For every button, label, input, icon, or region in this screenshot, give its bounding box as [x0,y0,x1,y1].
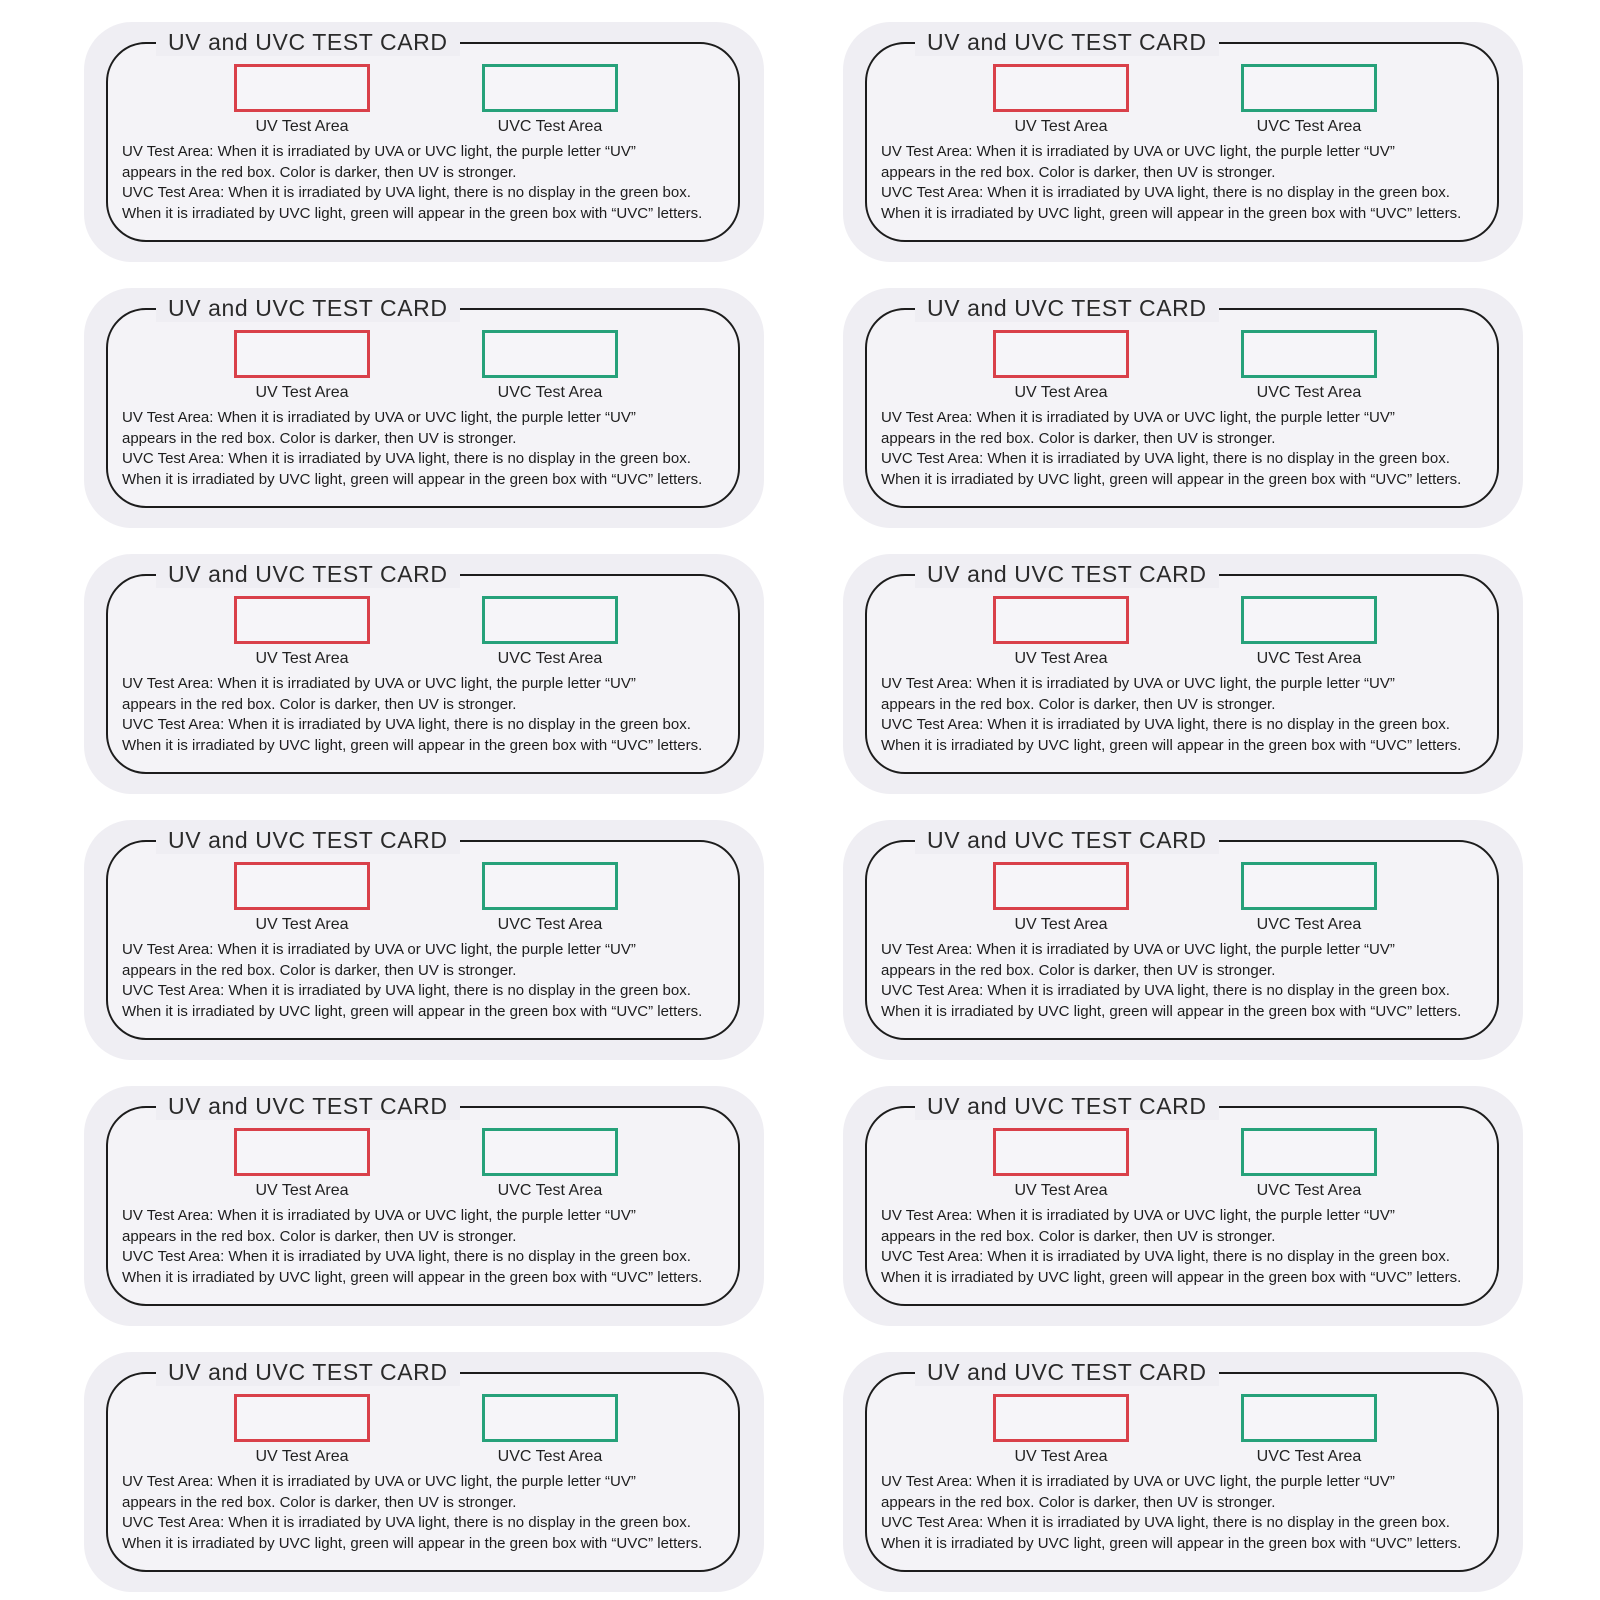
card-title: UV and UVC TEST CARD [156,1358,460,1386]
uvc-test-label: UVC Test Area [497,650,603,667]
card-title: UV and UVC TEST CARD [156,826,460,854]
description-line-2: appears in the red box. Color is darker, then UV is stronger. [122,695,517,713]
uvc-test-label: UVC Test Area [497,118,603,135]
uv-test-label: UV Test Area [1014,118,1108,135]
card-description [881,1472,1493,1554]
card-border [106,561,740,774]
description-line-2: appears in the red box. Color is darker, then UV is stronger. [881,961,1276,979]
card-border [865,827,1499,1040]
uvc-test-label: UVC Test Area [1256,916,1362,933]
uv-test-box [993,1394,1129,1442]
description-line-3: UVC Test Area: When it is irradiated by UVA light, there is no display in the green box. [881,982,1450,999]
description-line-4: When it is irradiated by UVC light, green will appear in the green box with “UVC” letters. [122,470,703,488]
card-border [106,29,740,242]
uv-test-card-r6-c2 [843,1352,1523,1592]
card-description [881,940,1493,1022]
card-border [106,827,740,1040]
description-line-3: UVC Test Area: When it is irradiated by UVA light, there is no display in the green box. [122,184,691,201]
uv-test-box [234,64,370,112]
uvc-test-box [482,1128,618,1176]
card-title: UV and UVC TEST CARD [915,28,1219,56]
uv-test-label: UV Test Area [255,118,349,135]
uv-test-card-r2-c2 [843,288,1523,528]
description-line-4: When it is irradiated by UVC light, green will appear in the green box with “UVC” letters. [122,1534,703,1552]
card-description [122,1472,734,1554]
uvc-test-box [482,330,618,378]
uv-test-box [993,64,1129,112]
card-title: UV and UVC TEST CARD [915,294,1219,322]
uv-test-box [993,330,1129,378]
uv-test-box [993,862,1129,910]
uvc-test-box [1241,596,1377,644]
uvc-test-label: UVC Test Area [1256,1182,1362,1199]
description-line-1: UV Test Area: When it is irradiated by UVA or UVC light, the purple letter “UV” [881,1207,1395,1224]
uvc-test-label: UVC Test Area [497,384,603,401]
description-line-4: When it is irradiated by UVC light, green will appear in the green box with “UVC” letters. [881,1268,1462,1286]
uvc-test-box [1241,862,1377,910]
uvc-test-box [1241,64,1377,112]
description-line-1: UV Test Area: When it is irradiated by UVA or UVC light, the purple letter “UV” [881,143,1395,160]
uv-test-label: UV Test Area [1014,650,1108,667]
card-description [122,408,734,490]
uvc-test-box [1241,1128,1377,1176]
uv-test-card-r2-c1 [84,288,764,528]
uv-test-label: UV Test Area [1014,916,1108,933]
uv-test-label: UV Test Area [255,650,349,667]
uv-test-card-r5-c1 [84,1086,764,1326]
uv-test-card-r3-c2 [843,554,1523,794]
card-description [881,408,1493,490]
card-title: UV and UVC TEST CARD [915,560,1219,588]
card-title: UV and UVC TEST CARD [915,1092,1219,1120]
description-line-1: UV Test Area: When it is irradiated by UVA or UVC light, the purple letter “UV” [122,1207,636,1224]
description-line-4: When it is irradiated by UVC light, green will appear in the green box with “UVC” letters. [122,1002,703,1020]
description-line-2: appears in the red box. Color is darker, then UV is stronger. [122,429,517,447]
card-border [865,29,1499,242]
card-description [122,1206,734,1288]
description-line-2: appears in the red box. Color is darker, then UV is stronger. [122,1227,517,1245]
uv-test-label: UV Test Area [255,916,349,933]
description-line-4: When it is irradiated by UVC light, green will appear in the green box with “UVC” letters. [881,1534,1462,1552]
uv-test-card-r1-c2 [843,22,1523,262]
card-border [106,295,740,508]
card-border [865,1093,1499,1306]
description-line-2: appears in the red box. Color is darker, then UV is stronger. [881,429,1276,447]
description-line-1: UV Test Area: When it is irradiated by UVA or UVC light, the purple letter “UV” [122,143,636,160]
uvc-test-box [1241,330,1377,378]
uv-test-card-r6-c1 [84,1352,764,1592]
uv-test-box [993,1128,1129,1176]
uv-test-label: UV Test Area [255,1182,349,1199]
card-title: UV and UVC TEST CARD [915,1358,1219,1386]
card-border [865,1359,1499,1572]
uv-test-label: UV Test Area [1014,1182,1108,1199]
uv-test-box [234,596,370,644]
description-line-3: UVC Test Area: When it is irradiated by UVA light, there is no display in the green box. [122,716,691,733]
card-border [865,561,1499,774]
description-line-2: appears in the red box. Color is darker, then UV is stronger. [122,163,517,181]
description-line-2: appears in the red box. Color is darker, then UV is stronger. [122,1493,517,1511]
card-title: UV and UVC TEST CARD [156,560,460,588]
description-line-3: UVC Test Area: When it is irradiated by UVA light, there is no display in the green box. [881,716,1450,733]
uvc-test-label: UVC Test Area [1256,384,1362,401]
uv-test-label: UV Test Area [255,384,349,401]
description-line-4: When it is irradiated by UVC light, green will appear in the green box with “UVC” letters. [881,736,1462,754]
uv-test-card-r5-c2 [843,1086,1523,1326]
uv-test-card-r4-c1 [84,820,764,1060]
card-border [106,1093,740,1306]
description-line-1: UV Test Area: When it is irradiated by UVA or UVC light, the purple letter “UV” [881,675,1395,692]
uvc-test-box [482,596,618,644]
description-line-3: UVC Test Area: When it is irradiated by UVA light, there is no display in the green box. [881,1248,1450,1265]
description-line-3: UVC Test Area: When it is irradiated by UVA light, there is no display in the green box. [122,1248,691,1265]
uv-test-box [993,596,1129,644]
uvc-test-label: UVC Test Area [497,916,603,933]
uv-test-card-r4-c2 [843,820,1523,1060]
description-line-4: When it is irradiated by UVC light, green will appear in the green box with “UVC” letters. [881,470,1462,488]
description-line-3: UVC Test Area: When it is irradiated by UVA light, there is no display in the green box. [122,450,691,467]
uvc-test-box [482,64,618,112]
uvc-test-label: UVC Test Area [1256,1448,1362,1465]
card-description [881,1206,1493,1288]
description-line-3: UVC Test Area: When it is irradiated by UVA light, there is no display in the green box. [881,184,1450,201]
description-line-2: appears in the red box. Color is darker, then UV is stronger. [122,961,517,979]
uv-test-box [234,330,370,378]
description-line-3: UVC Test Area: When it is irradiated by UVA light, there is no display in the green box. [881,1514,1450,1531]
card-description [122,142,734,224]
uv-test-box [234,862,370,910]
uvc-test-box [1241,1394,1377,1442]
description-line-3: UVC Test Area: When it is irradiated by UVA light, there is no display in the green box. [122,982,691,999]
uv-test-card-r1-c1 [84,22,764,262]
description-line-1: UV Test Area: When it is irradiated by UVA or UVC light, the purple letter “UV” [122,675,636,692]
card-title: UV and UVC TEST CARD [156,1092,460,1120]
description-line-1: UV Test Area: When it is irradiated by UVA or UVC light, the purple letter “UV” [881,1473,1395,1490]
description-line-3: UVC Test Area: When it is irradiated by UVA light, there is no display in the green box. [881,450,1450,467]
card-title: UV and UVC TEST CARD [156,28,460,56]
card-title: UV and UVC TEST CARD [156,294,460,322]
uv-test-label: UV Test Area [255,1448,349,1465]
uvc-test-label: UVC Test Area [497,1182,603,1199]
description-line-4: When it is irradiated by UVC light, green will appear in the green box with “UVC” letters. [122,1268,703,1286]
description-line-2: appears in the red box. Color is darker, then UV is stronger. [881,1227,1276,1245]
description-line-3: UVC Test Area: When it is irradiated by UVA light, there is no display in the green box. [122,1514,691,1531]
card-description [122,674,734,756]
uv-test-box [234,1128,370,1176]
card-description [881,142,1493,224]
description-line-4: When it is irradiated by UVC light, green will appear in the green box with “UVC” letters. [881,1002,1462,1020]
description-line-1: UV Test Area: When it is irradiated by UVA or UVC light, the purple letter “UV” [122,1473,636,1490]
description-line-1: UV Test Area: When it is irradiated by UVA or UVC light, the purple letter “UV” [881,409,1395,426]
uvc-test-label: UVC Test Area [1256,118,1362,135]
uv-test-box [234,1394,370,1442]
description-line-2: appears in the red box. Color is darker, then UV is stronger. [881,1493,1276,1511]
description-line-4: When it is irradiated by UVC light, green will appear in the green box with “UVC” letters. [881,204,1462,222]
card-description [881,674,1493,756]
uvc-test-label: UVC Test Area [1256,650,1362,667]
uv-test-label: UV Test Area [1014,384,1108,401]
description-line-1: UV Test Area: When it is irradiated by UVA or UVC light, the purple letter “UV” [881,941,1395,958]
uv-test-label: UV Test Area [1014,1448,1108,1465]
card-border [865,295,1499,508]
card-title: UV and UVC TEST CARD [915,826,1219,854]
description-line-2: appears in the red box. Color is darker, then UV is stronger. [881,163,1276,181]
uvc-test-box [482,862,618,910]
description-line-2: appears in the red box. Color is darker, then UV is stronger. [881,695,1276,713]
uvc-test-label: UVC Test Area [497,1448,603,1465]
uv-test-card-r3-c1 [84,554,764,794]
description-line-4: When it is irradiated by UVC light, green will appear in the green box with “UVC” letters. [122,736,703,754]
card-border [106,1359,740,1572]
uvc-test-box [482,1394,618,1442]
card-description [122,940,734,1022]
description-line-1: UV Test Area: When it is irradiated by UVA or UVC light, the purple letter “UV” [122,941,636,958]
description-line-1: UV Test Area: When it is irradiated by UVA or UVC light, the purple letter “UV” [122,409,636,426]
description-line-4: When it is irradiated by UVC light, green will appear in the green box with “UVC” letters. [122,204,703,222]
